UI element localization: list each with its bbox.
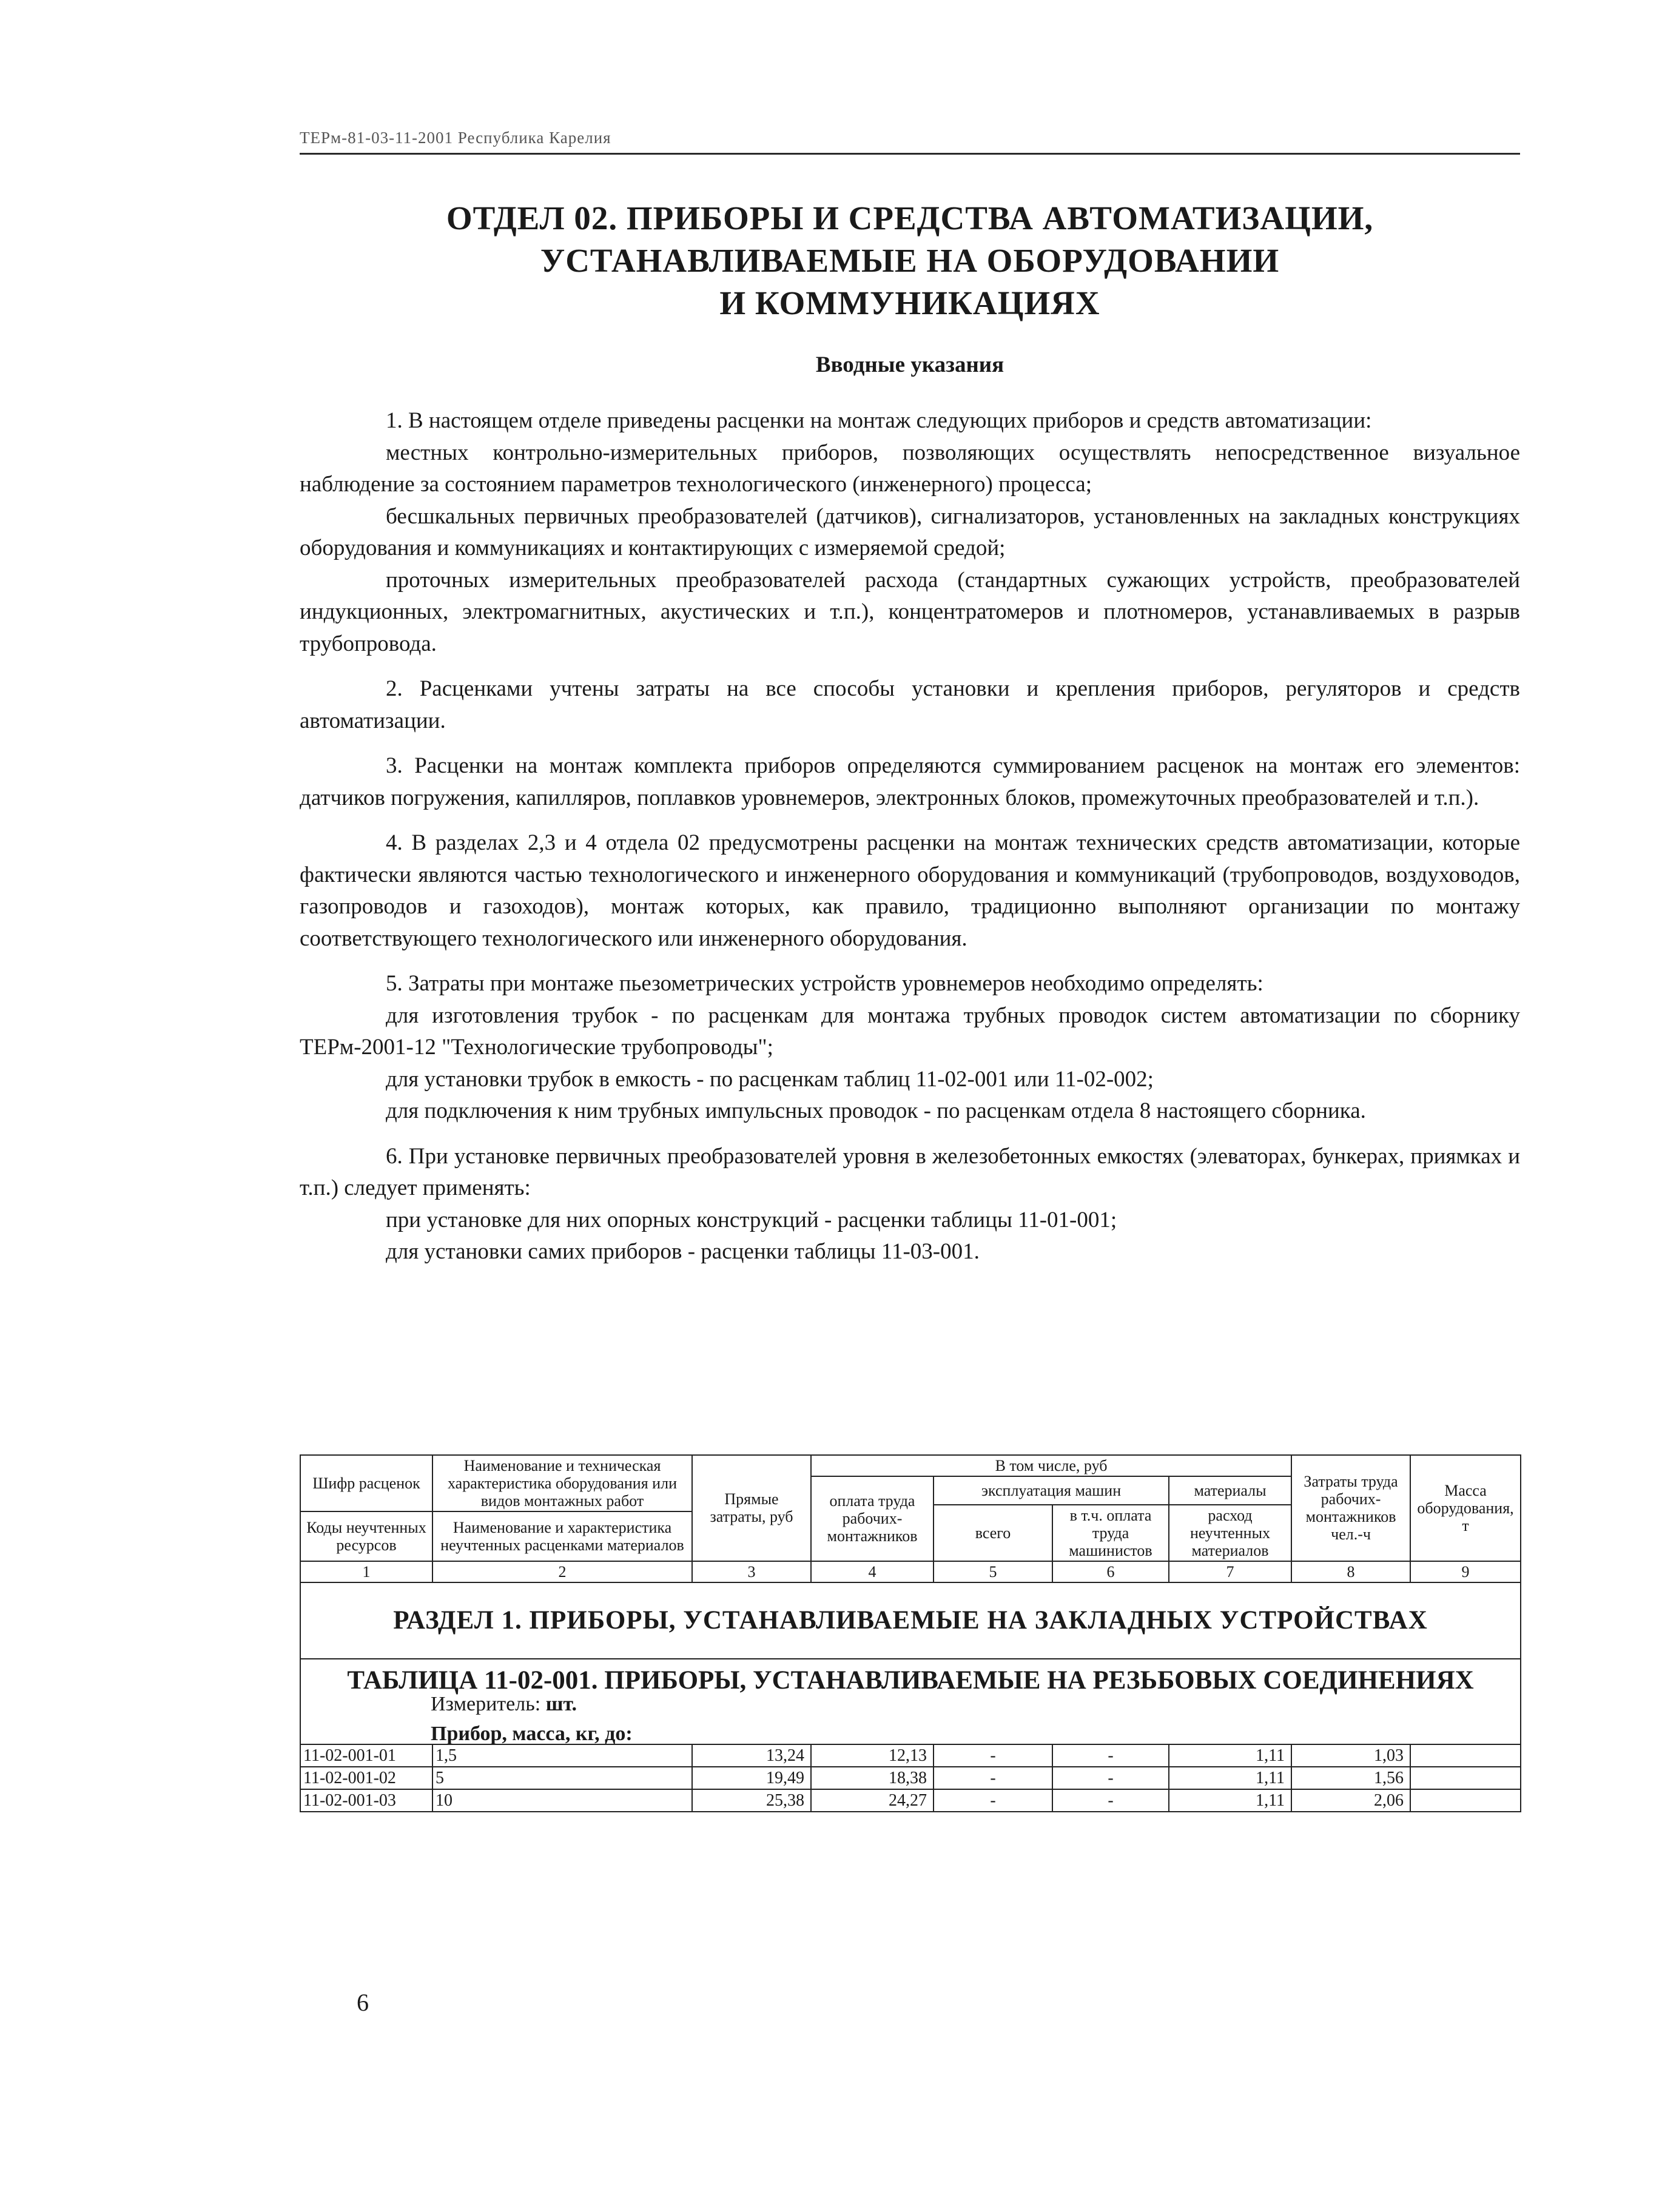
rates-table xyxy=(300,1454,1521,1812)
rate-machines-pay: - xyxy=(1052,1789,1169,1812)
paragraph-1b: бесшкальных первичных преобразователей (датчиков), сигнализаторов, установленных на закладных конструкциях оборудования и коммуникациях и контактирующих с измеряемой средой; xyxy=(300,503,1520,560)
rate-labor: 2,06 xyxy=(1291,1789,1410,1812)
rate-code: 11-02-001-03 xyxy=(300,1789,432,1812)
table-row xyxy=(300,1744,1521,1767)
rate-code: 11-02-001-02 xyxy=(300,1767,432,1789)
paragraph-5a: для изготовления трубок - по расценкам для монтажа трубных проводок систем автоматизации по сборнику ТЕРм-2001-12 "Технологические трубопроводы"; xyxy=(300,1003,1520,1060)
header-resource-codes: Коды неучтенных ресурсов xyxy=(300,1511,432,1561)
device-label: Прибор, масса, кг, до: xyxy=(431,1722,633,1744)
rate-machines: - xyxy=(934,1789,1052,1812)
table-title: ТАБЛИЦА 11-02-001. ПРИБОРЫ, УСТАНАВЛИВАЕМЫЕ НА РЕЗЬБОВЫХ СОЕДИНЕНИЯХ xyxy=(347,1666,1474,1695)
section-title: РАЗДЕЛ 1. ПРИБОРЫ, УСТАНАВЛИВАЕМЫЕ НА ЗАКЛАДНЫХ УСТРОЙСТВАХ xyxy=(300,1582,1521,1659)
header-labor-pay: оплата труда рабочих-монтажников xyxy=(811,1476,934,1561)
rate-code: 11-02-001-01 xyxy=(300,1744,432,1767)
intro-heading: Вводные указания xyxy=(815,352,1004,377)
paragraph-6a: при установке для них опорных конструкций - расценки таблицы 11-01-001; xyxy=(386,1207,1117,1232)
paragraph-6: 6. При установке первичных преобразователей уровня в железобетонных емкостях (элеваторах, бункерах, приямках и т.п.) следует применять: xyxy=(300,1143,1520,1200)
rate-labor-pay: 18,38 xyxy=(811,1767,934,1789)
header-direct-costs: Прямые затраты, руб xyxy=(692,1455,811,1561)
paragraph-gap xyxy=(300,955,1520,968)
rate-materials: 1,11 xyxy=(1169,1767,1291,1789)
column-number: 9 xyxy=(1410,1561,1521,1582)
column-number: 4 xyxy=(811,1561,934,1582)
department-title-line-1: ОТДЕЛ 02. ПРИБОРЫ И СРЕДСТВА АВТОМАТИЗАЦИИ, xyxy=(446,200,1374,237)
paragraph-6b: для установки самих приборов - расценки таблицы 11-03-001. xyxy=(386,1239,980,1264)
meter-value: шт. xyxy=(545,1692,577,1715)
rate-machines-pay: - xyxy=(1052,1767,1169,1789)
paragraph-5c: для подключения к ним трубных импульсных проводок - по расценкам отдела 8 настоящего сборника. xyxy=(386,1098,1366,1123)
paragraph-3: 3. Расценки на монтаж комплекта приборов определяются суммированием расценок на монтаж его элементов: датчиков погружения, капилляров, поплавков уровнемеров, электронных блоков, промежуточных преобразователей и т.п.). xyxy=(300,753,1520,810)
paragraph-1a: местных контрольно-измерительных приборов, позволяющих осуществлять непосредственное визуальное наблюдение за состоянием параметров технологического (инженерного) процесса; xyxy=(300,440,1520,497)
rate-machines: - xyxy=(934,1767,1052,1789)
department-title xyxy=(300,197,1520,324)
header-name: Наименование и техническая характеристика оборудования или видов монтажных работ xyxy=(432,1455,692,1511)
paragraph-4: 4. В разделах 2,3 и 4 отдела 02 предусмотрены расценки на монтаж технических средств автоматизации, которые фактически являются частью технологического и инженерного оборудования и коммуникаций (трубопроводов, воздуховодов, газопроводов и газоходов), монтаж которых, как правило, традиционно выполняют организации по монтажу соответствующего технологического или инженерного оборудования. xyxy=(300,830,1520,951)
header-materials-sub: расход неучтенных материалов xyxy=(1169,1505,1291,1561)
rate-name: 1,5 xyxy=(432,1744,692,1767)
rate-name: 5 xyxy=(432,1767,692,1789)
table-title-row xyxy=(300,1659,1521,1744)
header-materials: материалы xyxy=(1169,1476,1291,1505)
rate-machines-pay: - xyxy=(1052,1744,1169,1767)
header-machines-total: всего xyxy=(934,1505,1052,1561)
rate-labor-pay: 24,27 xyxy=(811,1789,934,1812)
table-row xyxy=(300,1789,1521,1812)
header-resource-name: Наименование и характеристика неучтенных расценками материалов xyxy=(432,1511,692,1561)
intro-body xyxy=(300,405,1520,1268)
paragraph-5: 5. Затраты при монтаже пьезометрических устройств уровнемеров необходимо определять: xyxy=(386,971,1263,996)
header-machines-pay: в т.ч. оплата труда машинистов xyxy=(1052,1505,1169,1561)
running-header: ТЕРм-81-03-11-2001 Республика Карелия xyxy=(300,129,611,147)
rate-name: 10 xyxy=(432,1789,692,1812)
paragraph-1: 1. В настоящем отделе приведены расценки на монтаж следующих приборов и средств автоматизации: xyxy=(386,408,1372,433)
rate-labor: 1,03 xyxy=(1291,1744,1410,1767)
rate-mass xyxy=(1410,1744,1521,1767)
paragraph-gap xyxy=(300,814,1520,827)
column-number: 2 xyxy=(432,1561,692,1582)
header-labor-cost: Затраты труда рабочих-монтажников чел.-ч xyxy=(1291,1455,1410,1561)
header-including: В том числе, руб xyxy=(811,1455,1291,1476)
rate-mass xyxy=(1410,1789,1521,1812)
rate-direct: 25,38 xyxy=(692,1789,811,1812)
paragraph-gap xyxy=(300,1128,1520,1141)
paragraph-5b: для установки трубок в емкость - по расценкам таблиц 11-02-001 или 11-02-002; xyxy=(386,1066,1154,1092)
paragraph-gap xyxy=(300,737,1520,750)
rate-direct: 19,49 xyxy=(692,1767,811,1789)
meter-label: Измеритель: xyxy=(431,1692,541,1715)
header-mass: Масса оборудования, т xyxy=(1410,1455,1521,1561)
rate-machines: - xyxy=(934,1744,1052,1767)
paragraph-1c: проточных измерительных преобразователей расхода (стандартных сужающих устройств, преобразователей индукционных, электромагнитных, акустических и т.п.), концентратомеров и плотномеров, устанавливаемых в разрыв трубопровода. xyxy=(300,567,1520,656)
paragraph-gap xyxy=(300,660,1520,673)
rate-labor: 1,56 xyxy=(1291,1767,1410,1789)
column-number: 7 xyxy=(1169,1561,1291,1582)
department-title-line-2: УСТАНАВЛИВАЕМЫЕ НА ОБОРУДОВАНИИ xyxy=(540,242,1280,279)
column-number: 6 xyxy=(1052,1561,1169,1582)
column-number: 1 xyxy=(300,1561,432,1582)
column-number: 8 xyxy=(1291,1561,1410,1582)
header-machines: эксплуатация машин xyxy=(934,1476,1169,1505)
column-number: 3 xyxy=(692,1561,811,1582)
department-title-line-3: И КОММУНИКАЦИЯХ xyxy=(719,284,1100,321)
rate-materials: 1,11 xyxy=(1169,1744,1291,1767)
rate-labor-pay: 12,13 xyxy=(811,1744,934,1767)
rate-mass xyxy=(1410,1767,1521,1789)
page-number: 6 xyxy=(357,1989,369,2016)
paragraph-2: 2. Расценками учтены затраты на все способы установки и крепления приборов, регуляторов и средств автоматизации. xyxy=(300,676,1520,733)
rate-materials: 1,11 xyxy=(1169,1789,1291,1812)
table-row xyxy=(300,1767,1521,1789)
header-code: Шифр расценок xyxy=(300,1455,432,1511)
meter-line xyxy=(303,1692,1518,1715)
section-row xyxy=(300,1582,1521,1659)
column-number-row xyxy=(300,1561,1521,1582)
rate-direct: 13,24 xyxy=(692,1744,811,1767)
column-number: 5 xyxy=(934,1561,1052,1582)
header-rule xyxy=(300,153,1520,155)
